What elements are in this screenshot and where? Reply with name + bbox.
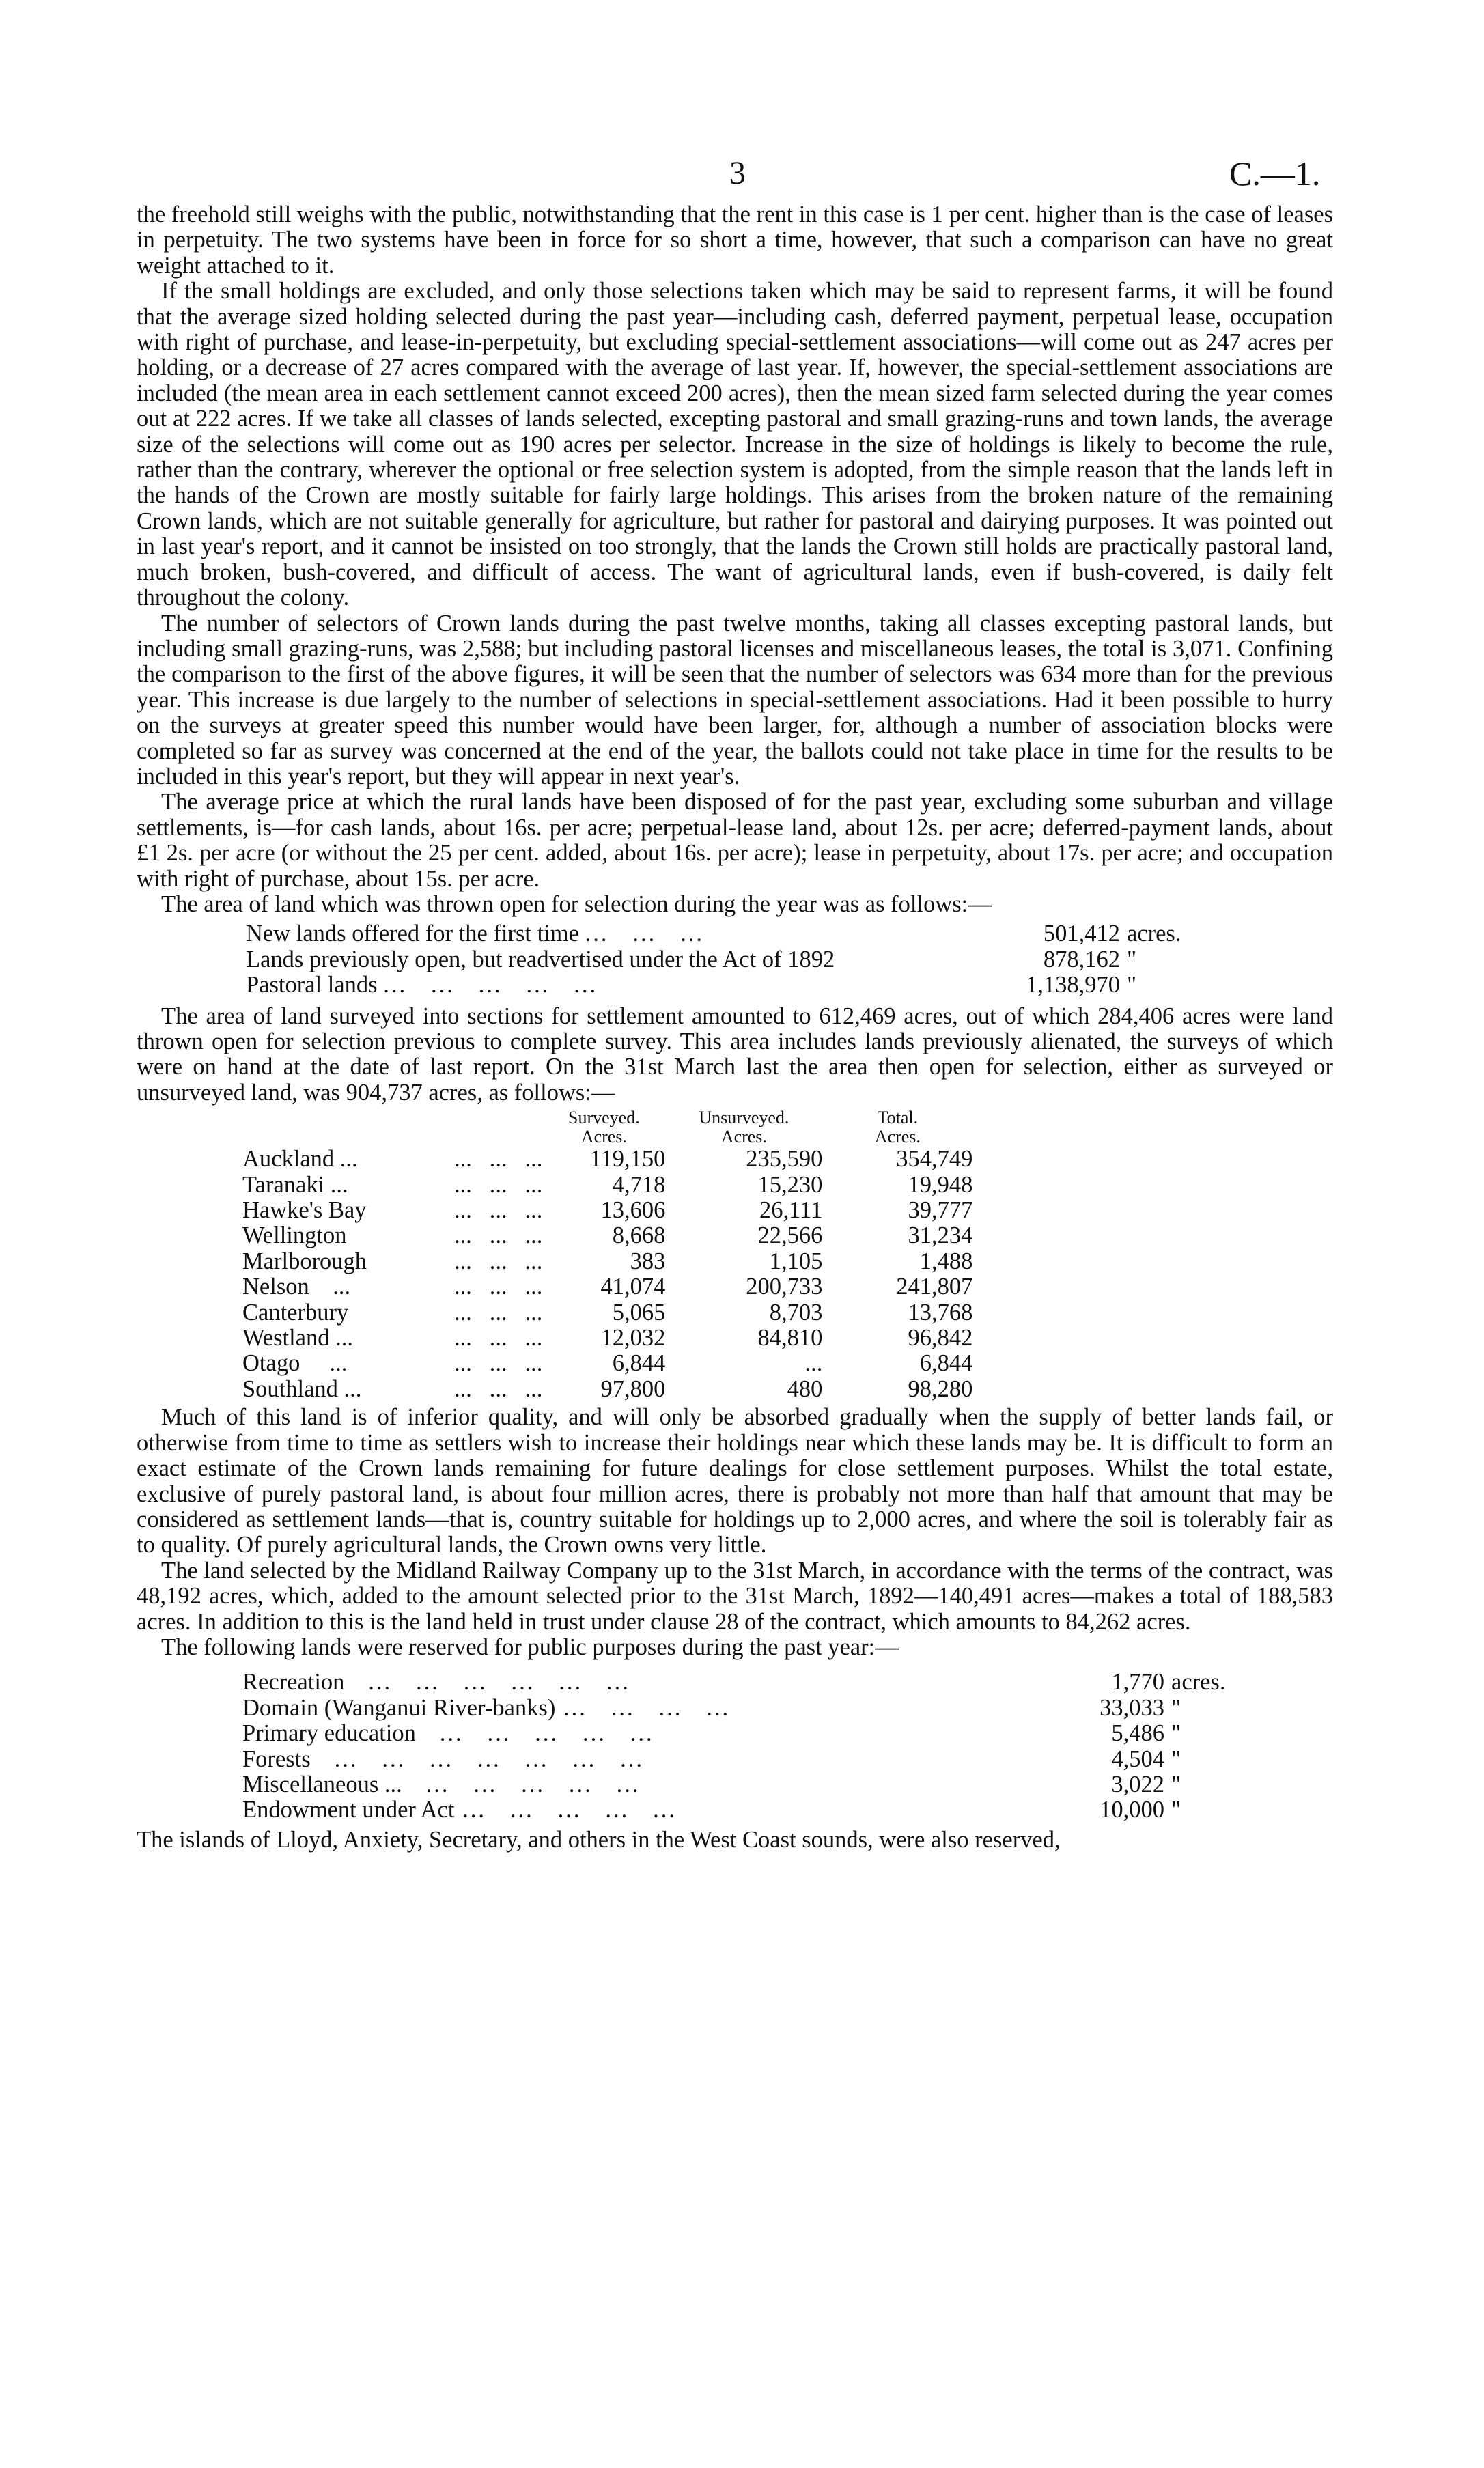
total-value: 354,749 <box>896 1146 973 1173</box>
col-unsurveyed: Unsurveyed. Acres. <box>699 1108 789 1147</box>
item-label: Primary education <box>242 1720 416 1747</box>
item-unit: " <box>1171 1771 1181 1797</box>
item-value: 1,770 <box>1111 1669 1164 1696</box>
dot-leader: ... ... ... ... ... <box>383 972 598 998</box>
district-name: Wellington <box>242 1222 347 1249</box>
dot-leader: ... ... ... <box>454 1299 543 1326</box>
page-body <box>137 202 1333 1853</box>
item-value: 4,504 <box>1111 1745 1164 1772</box>
list-item <box>242 1670 1333 1695</box>
surveyed-value: 6,844 <box>612 1350 666 1377</box>
item-unit: acres. <box>1171 1669 1226 1696</box>
dot-leader: ... ... ... <box>454 1171 543 1198</box>
item-unit: " <box>1171 1720 1181 1747</box>
district-name: Westland ... <box>242 1325 354 1351</box>
district-name: Otago ... <box>242 1350 348 1377</box>
surveyed-value: 8,668 <box>612 1222 666 1249</box>
item-value: 501,412 <box>1043 921 1120 947</box>
unsurveyed-value: 235,590 <box>746 1146 823 1173</box>
total-value: 1,488 <box>919 1248 973 1274</box>
area-open-table <box>242 1108 972 1402</box>
paragraph: the freehold still weighs with the public, notwithstanding that the rent in this case is 1 per cent. higher than is the case of leases in perpetuity. The two systems have been in force for so short a time, however, that such a comparison can have no great weight attached to it. <box>137 201 1333 279</box>
list-item <box>242 1696 1333 1721</box>
paragraph: The land selected by the Midland Railway Company up to the 31st March, in accordance with the terms of the contract, was 48,192 acres, which, added to the amount selected prior to the 31st March, 1892—140,491 acres—makes a total of 188,583 acres. In addition to this is the land held in trust under clause 28 of the contract, which amounts to 84,262 acres. <box>137 1557 1333 1635</box>
dot-leader: ... ... ... <box>454 1375 543 1402</box>
item-label: Miscellaneous ... <box>242 1771 402 1797</box>
surveyed-value: 119,150 <box>589 1146 666 1173</box>
table-row <box>242 1147 972 1172</box>
list-item <box>242 1721 1333 1746</box>
paragraph: The islands of Lloyd, Anxiety, Secretary, and others in the West Coast sounds, were also reserved, <box>137 1826 1061 1853</box>
item-label: Lands previously open, but readvertised under the Act of 1892 <box>246 946 835 972</box>
list-item <box>242 1797 1333 1823</box>
paragraph: The average price at which the rural lands have been disposed of for the past year, excluding some suburban and village settlements, is—for cash lands, about 16s. per acre; perpetual-lease land, about 12s. per acre; deferred-payment lands, about £1 2s. per acre (or without the 25 per cent. added, about 16s. per acre); lease in perpetuity, about 17s. per acre; and occupation with right of purchase, about 15s. per acre. <box>137 789 1333 892</box>
item-unit: " <box>1171 1745 1181 1772</box>
dot-leader: ... ... ... ... <box>555 1694 731 1721</box>
paragraph: Much of this land is of inferior quality, and will only be absorbed gradually when the supply of better lands fail, or otherwise from time to time as settlers wish to increase their holdings near which these lands may be. It is difficult to form an exact estimate of the Crown lands remaining for future dealings for close settlement purposes. Whilst the total estate, exclusive of purely pastoral land, is about four million acres, there is probably not more than half that amount that may be considered as settlement lands—that is, country suitable for holdings up to 2,000 acres, and where the soil is tolerably fair as to quality. Of purely agricultural lands, the Crown owns very little. <box>137 1404 1333 1558</box>
dot-leader: ... ... ... ... ... <box>415 1720 654 1747</box>
table-row <box>242 1377 972 1402</box>
dot-leader: ... ... ... <box>454 1325 543 1351</box>
unsurveyed-value: ... <box>804 1350 823 1377</box>
dot-leader: ... ... ... ... ... ... ... <box>310 1745 644 1772</box>
total-value: 31,234 <box>908 1222 973 1249</box>
item-label: Recreation <box>242 1669 345 1696</box>
item-value: 10,000 <box>1100 1797 1164 1823</box>
paragraph: The area of land which was thrown open for selection during the year was as follows:— <box>161 891 992 917</box>
table-row <box>242 1351 972 1376</box>
col-total: Total. Acres. <box>874 1108 921 1147</box>
unsurveyed-value: 22,566 <box>757 1222 823 1249</box>
table-header-row <box>242 1108 972 1147</box>
district-name: Auckland ... <box>242 1146 358 1173</box>
item-value: 1,138,970 <box>1026 972 1120 998</box>
page-number: 3 <box>729 155 746 191</box>
dot-leader: ... ... ... ... ... <box>454 1797 677 1823</box>
district-name: Taranaki ... <box>242 1171 348 1198</box>
list-item <box>246 972 1333 998</box>
surveyed-value: 4,718 <box>612 1171 666 1198</box>
item-label: Endowment under Act <box>242 1797 455 1823</box>
item-label: Pastoral lands <box>246 972 378 998</box>
table-row <box>242 1223 972 1248</box>
paragraph: The number of selectors of Crown lands during the past twelve months, taking all classes excepting pastoral lands, but including small grazing-runs, was 2,588; but including pastoral licenses and miscellaneous leases, the total is 3,071. Confining the comparison to the first of the above figures, it will be seen that the number of selectors was 634 more than for the previous year. This increase is due largely to the number of selections in special-settlement associations. Had it been possible to hurry on the surveys at greater speed this number would have been larger, for, although a number of association blocks were completed so far as survey was concerned at the end of the year, the ballots could not take place in time for the results to be included in this year's report, but they will appear in next year's. <box>137 610 1333 789</box>
unsurveyed-value: 26,111 <box>759 1197 823 1224</box>
table-row <box>242 1274 972 1300</box>
table-row <box>242 1326 972 1351</box>
document-reference: C.—1. <box>1229 154 1321 193</box>
district-name: Nelson ... <box>242 1274 351 1300</box>
col-surveyed: Surveyed. Acres. <box>568 1108 640 1147</box>
surveyed-value: 5,065 <box>612 1299 666 1326</box>
surveyed-value: 13,606 <box>600 1197 666 1224</box>
item-label: Domain (Wanganui River-banks) <box>242 1694 556 1721</box>
table-row <box>242 1300 972 1326</box>
item-unit: " <box>1171 1797 1181 1823</box>
district-name: Hawke's Bay <box>242 1197 367 1224</box>
dot-leader: ... ... ... <box>454 1197 543 1224</box>
paragraph: The following lands were reserved for public purposes during the past year:— <box>161 1633 899 1660</box>
total-value: 19,948 <box>908 1171 973 1198</box>
surveyed-value: 41,074 <box>600 1274 666 1300</box>
surveyed-value: 383 <box>630 1248 666 1274</box>
table-row <box>242 1198 972 1223</box>
unsurveyed-value: 480 <box>787 1375 823 1402</box>
total-value: 241,807 <box>896 1274 973 1300</box>
surveyed-value: 12,032 <box>600 1325 666 1351</box>
item-unit: acres. <box>1127 921 1181 947</box>
list-item <box>242 1747 1333 1772</box>
dot-leader: ... ... ... ... ... <box>402 1771 641 1797</box>
district-name: Marlborough <box>242 1248 367 1274</box>
reserves-list <box>242 1670 1333 1823</box>
paragraph: The area of land surveyed into sections for settlement amounted to 612,469 acres, out of which 284,406 acres were land thrown open for selection previous to complete survey. This area includes lands previously alienated, the surveys of which were on hand at the date of last report. On the 31st March last the area then open for selection, either as surveyed or unsurveyed land, was 904,737 acres, as follows:— <box>137 1002 1333 1106</box>
district-name: Southland ... <box>242 1375 362 1402</box>
dot-leader: ... ... ... <box>454 1222 543 1249</box>
list-item <box>246 921 1333 946</box>
item-label: New lands offered for the first time <box>246 921 579 947</box>
dot-leader: ... ... ... <box>454 1350 543 1377</box>
table-row <box>242 1249 972 1274</box>
item-label: Forests <box>242 1745 311 1772</box>
paragraph: If the small holdings are excluded, and only those selections taken which may be said to represent farms, it will be found that the average sized holding selected during the past year—including cash, deferred payment, perpetual lease, occupation with right of purchase, and lease-in-perpetuity, but excluding special-settlement associations—will come out as 247 acres per holding, or a decrease of 27 acres compared with the average of last year. If, however, the special-settlement associations are included (the mean area in each settlement cannot exceed 200 acres), then the mean sized farm selected during the year comes out at 222 acres. If we take all classes of lands selected, excepting pastoral and small grazing-runs and town lands, the average size of the selections will come out as 190 acres per selector. Increase in the size of holdings is likely to become the rule, rather than the contrary, wherever the optional or free selection system is adopted, from the simple reason that the lands left in the hands of the Crown are mostly suitable for fairly large holdings. This arises from the broken nature of the remaining Crown lands, which are not suitable generally for agriculture, but rather for pastoral and dairying purposes. It was pointed out in last year's report, and it cannot be insisted on too strongly, that the lands the Crown still holds are practically pastoral land, much broken, bush-covered, and difficult of access. The want of agricultural lands, even if bush-covered, is daily felt throughout the colony. <box>137 278 1333 611</box>
total-value: 13,768 <box>908 1299 973 1326</box>
list-item <box>242 1772 1333 1797</box>
table-row <box>242 1173 972 1198</box>
item-unit: " <box>1127 972 1137 998</box>
district-name: Canterbury <box>242 1299 349 1326</box>
unsurveyed-value: 15,230 <box>757 1171 823 1198</box>
total-value: 39,777 <box>908 1197 973 1224</box>
list-item <box>246 947 1333 972</box>
dot-leader: ... ... ... <box>454 1146 543 1173</box>
item-unit: " <box>1171 1694 1181 1721</box>
surveyed-value: 97,800 <box>600 1375 666 1402</box>
item-value: 878,162 <box>1043 946 1120 972</box>
dot-leader: ... ... ... <box>454 1274 543 1300</box>
dot-leader: ... ... ... <box>585 921 704 947</box>
item-unit: " <box>1127 946 1137 972</box>
opened-lands-list <box>246 921 1333 998</box>
total-value: 98,280 <box>908 1375 973 1402</box>
item-value: 33,033 <box>1100 1694 1164 1721</box>
total-value: 96,842 <box>908 1325 973 1351</box>
item-value: 5,486 <box>1111 1720 1164 1747</box>
unsurveyed-value: 8,703 <box>769 1299 823 1326</box>
unsurveyed-value: 200,733 <box>746 1274 823 1300</box>
item-value: 3,022 <box>1111 1771 1164 1797</box>
unsurveyed-value: 84,810 <box>757 1325 823 1351</box>
dot-leader: ... ... ... <box>454 1248 543 1274</box>
unsurveyed-value: 1,105 <box>769 1248 823 1274</box>
total-value: 6,844 <box>919 1350 973 1377</box>
dot-leader: ... ... ... ... ... ... <box>344 1669 630 1696</box>
